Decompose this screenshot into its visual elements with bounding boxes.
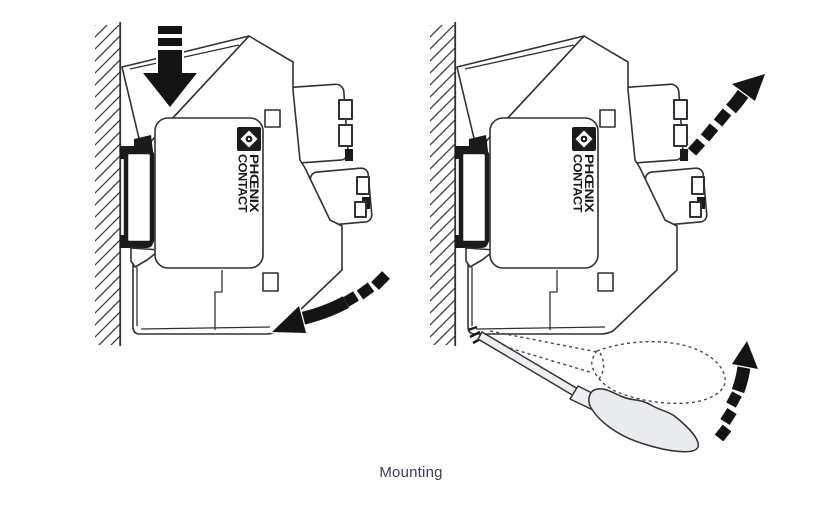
screwdriver-blade — [478, 332, 578, 396]
figure-caption: Mounting — [379, 464, 443, 481]
pull-away-arrow-icon — [692, 74, 765, 152]
mounting-step-illustration — [95, 22, 372, 346]
dismounting-step-illustration — [430, 22, 707, 346]
screwdriver-handle — [589, 389, 698, 452]
screwdriver — [468, 327, 698, 452]
lever-up-arrow-icon — [719, 341, 758, 438]
